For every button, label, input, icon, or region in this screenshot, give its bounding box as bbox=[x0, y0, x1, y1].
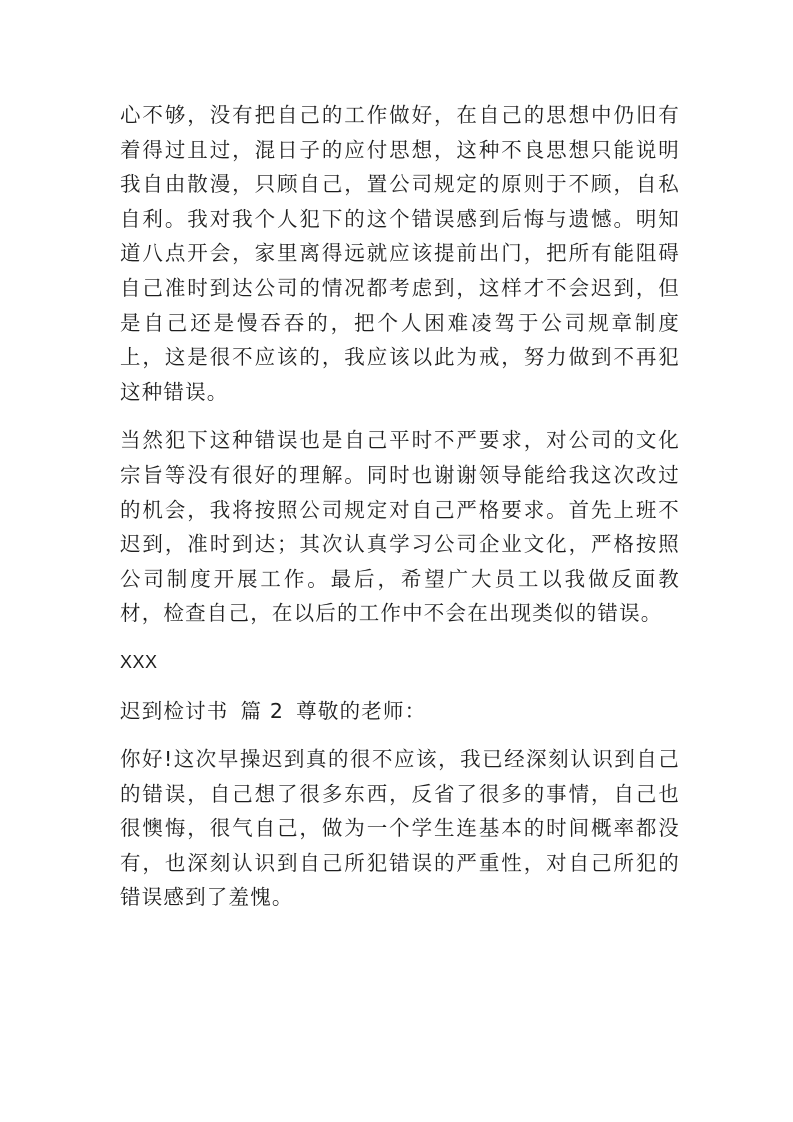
signature: XXX bbox=[120, 651, 158, 672]
section-heading bbox=[120, 694, 680, 729]
heading-salutation: 尊敬的老师： bbox=[296, 698, 427, 723]
document-body bbox=[120, 98, 680, 929]
paragraph-3: 你好!这次早操迟到真的很不应该，我已经深刻认识到自己的错误，自己想了很多东西，反省了很多的事情，自己也很懊悔，很气自己，做为一个学生连基本的时间概率都没有，也深刻认识到自己所犯错误的严重性，对自己所犯的错误感到了羞愧。 bbox=[120, 747, 680, 910]
heading-title: 迟到检讨书 bbox=[120, 698, 229, 723]
paragraph-1: 心不够，没有把自己的工作做好，在自己的思想中仍旧有着得过且过，混日子的应付思想，这种不良思想只能说明我自由散漫，只顾自己，置公司规定的原则于不顾，自私自利。我对我个人犯下的这个错误感到后悔与遗憾。明知道八点开会，家里离得远就应该提前出门，把所有能阻碍自己准时到达公司的情况都考虑到，这样才不会迟到，但是自己还是慢吞吞的，把个人困难凌驾于公司规章制度上，这是很不应该的，我应该以此为戒，努力做到不再犯这种错误。 bbox=[120, 103, 680, 404]
heading-part: 篇 2 bbox=[240, 698, 285, 723]
paragraph-2: 当然犯下这种错误也是自己平时不严要求，对公司的文化宗旨等没有很好的理解。同时也谢谢领导能给我这次改过的机会，我将按照公司规定对自己严格要求。首先上班不迟到，准时到达；其次认真学习公司企业文化，严格按照公司制度开展工作。最后，希望广大员工以我做反面教材，检查自己，在以后的工作中不会在出现类似的错误。 bbox=[120, 428, 680, 626]
